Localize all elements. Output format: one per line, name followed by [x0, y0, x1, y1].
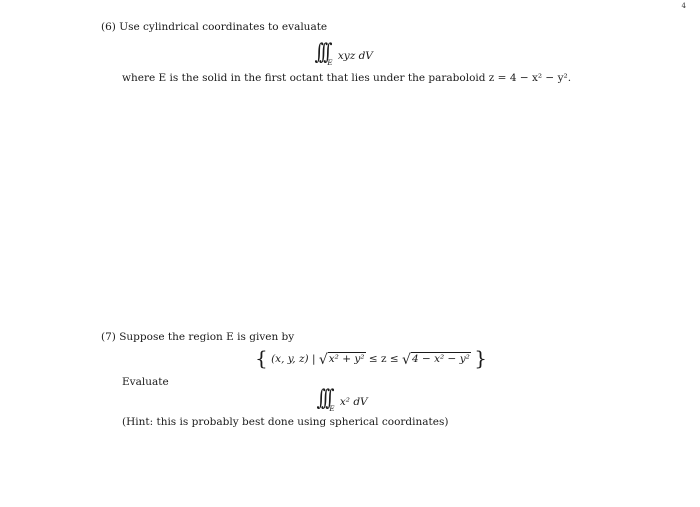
right-brace: }	[474, 346, 487, 370]
integral-region-label: E	[327, 59, 333, 67]
problem-6-triple-integral	[313, 40, 373, 65]
integral-region-label: E	[329, 405, 335, 413]
sqrt-cone: √x² + y²	[318, 352, 365, 368]
problem-6-intro-line	[101, 21, 327, 33]
evaluate-label: Evaluate	[122, 376, 169, 388]
sqrt-sphere: √4 − x² − y²	[402, 352, 470, 368]
problem-6-intro: Use cylindrical coordinates to evaluate	[119, 21, 328, 33]
problem-7-intro-line	[101, 331, 294, 343]
problem-7-intro: Suppose the region E is given by	[119, 331, 295, 343]
sqrt-cone-radicand: x² + y²	[328, 353, 365, 365]
page-number: 4	[681, 2, 686, 10]
left-brace: {	[255, 346, 268, 370]
problem-7-hint: (Hint: this is probably best done using spherical coordinates)	[122, 416, 449, 428]
sqrt-sphere-radicand: 4 − x² − y²	[411, 353, 470, 365]
problem-7-region-set	[255, 346, 487, 370]
set-variables: (x, y, z) |	[271, 353, 316, 365]
problem-7-number: (7)	[101, 331, 116, 343]
set-inequality: ≤ z ≤	[368, 353, 399, 365]
problem-7-integrand: x² dV	[339, 396, 368, 408]
triple-integral-sign: ∫∫∫	[314, 40, 328, 65]
problem-6-where-text: where E is the solid in the first octant that lies under the paraboloid z = 4 − x² − y².	[122, 72, 572, 84]
problem-7-triple-integral	[315, 386, 368, 411]
triple-integral-sign: ∫∫∫	[316, 386, 330, 411]
problem-6-number: (6)	[101, 21, 116, 33]
problem-6-integrand: xyz dV	[337, 50, 373, 62]
